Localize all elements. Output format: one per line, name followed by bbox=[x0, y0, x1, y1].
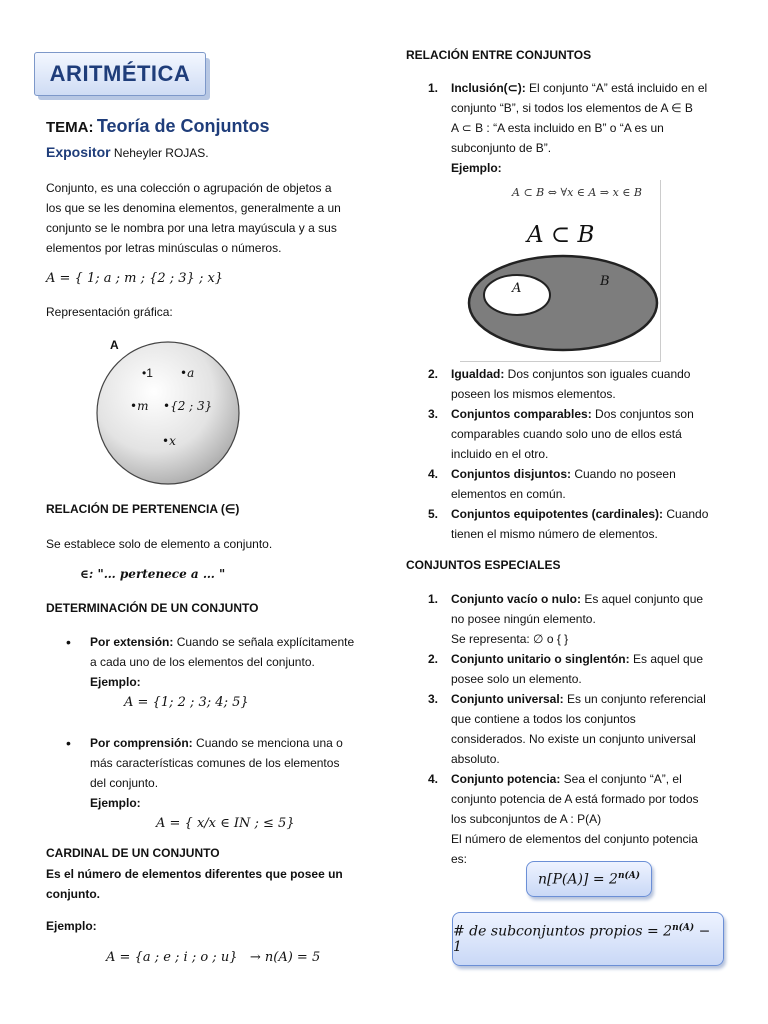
item-text: incluido en el otro. bbox=[451, 447, 549, 461]
item-text: Dos conjuntos son bbox=[591, 407, 694, 421]
inclusion-title: A ⊂ B bbox=[527, 222, 595, 248]
list-item bbox=[406, 78, 736, 178]
item-text: Es aquel que bbox=[629, 652, 704, 666]
item-text: Cuando se señala explícitamente bbox=[173, 635, 355, 649]
item-title: Inclusión(⊂): bbox=[451, 81, 526, 95]
intro-line: elementos por letras minúsculas o números. bbox=[46, 241, 282, 255]
expositor-label: Expositor bbox=[46, 144, 111, 160]
especiales-heading: CONJUNTOS ESPECIALES bbox=[406, 558, 561, 572]
list-item bbox=[406, 404, 736, 464]
item-text: posee solo un elemento. bbox=[451, 672, 582, 686]
item-title: Conjunto vacío o nulo: bbox=[451, 592, 581, 606]
item-text: a cada uno de los elementos del conjunto. bbox=[90, 655, 315, 669]
inclusion-formula: A ⊂ B ⇔ ∀x ∈ A ⇒ x ∈ B bbox=[512, 186, 643, 199]
item-text: Cuando se menciona una o bbox=[192, 736, 343, 750]
example-formula: A = {1; 2 ; 3; 4; 5} bbox=[124, 695, 249, 710]
item-text: absoluto. bbox=[451, 752, 500, 766]
item-text: considerados. No existe un conjunto universal bbox=[451, 732, 696, 746]
list-item bbox=[406, 589, 736, 649]
item-text: Cuando bbox=[663, 507, 709, 521]
formula-base: # de subconjuntos propios = 2 bbox=[453, 923, 673, 940]
item-title: Igualdad: bbox=[451, 367, 505, 381]
cardinal-example: A = {a ; e ; i ; o ; u} → n(A) = 5 bbox=[106, 950, 321, 965]
cardinal-line: conjunto. bbox=[46, 887, 100, 901]
item-text: Se representa: ∅ o { } bbox=[451, 632, 569, 646]
item-text: subconjunto de B”. bbox=[451, 141, 552, 155]
element-a: •a bbox=[180, 366, 195, 380]
item-text: El conjunto “A” está incluido en el bbox=[525, 81, 708, 95]
intro-line: conjunto se le nombra por una letra mayúscula y a sus bbox=[46, 221, 337, 235]
tema-line bbox=[46, 116, 270, 137]
list-item bbox=[46, 733, 376, 834]
formula-exponent: n(A) bbox=[672, 922, 695, 933]
intro-line: Conjunto, es una colección o agrupación de objetos a bbox=[46, 181, 332, 195]
item-text: Es un conjunto referencial bbox=[563, 692, 706, 706]
intro-line: los que se les denomina elementos, generalmente a un bbox=[46, 201, 341, 215]
item-text: El número de elementos del conjunto potencia bbox=[451, 832, 698, 846]
item-text: conjunto potencia de A está formado por todos bbox=[451, 792, 699, 806]
list-item bbox=[46, 632, 376, 713]
item-number: 3. bbox=[428, 692, 439, 706]
relacion-heading: RELACIÓN ENTRE CONJUNTOS bbox=[406, 48, 592, 62]
expositor-line bbox=[46, 144, 209, 160]
item-text: más características comunes de los elementos bbox=[90, 756, 340, 770]
item-text: comparables cuando solo uno de ellos está bbox=[451, 427, 682, 441]
item-title: Conjuntos comparables: bbox=[451, 407, 592, 421]
graphic-label: Representación gráfica: bbox=[46, 305, 173, 319]
item-text: es: bbox=[451, 852, 468, 866]
list-item bbox=[406, 769, 736, 869]
pertenencia-heading: RELACIÓN DE PERTENENCIA (∈) bbox=[46, 502, 240, 516]
tema-label: TEMA: bbox=[46, 119, 94, 136]
item-text: Sea el conjunto “A”, el bbox=[560, 772, 682, 786]
determinacion-heading: DETERMINACIÓN DE UN CONJUNTO bbox=[46, 601, 259, 615]
example-set: A = { 1; a ; m ; {2 ; 3} ; x} bbox=[46, 271, 224, 286]
item-title: Conjunto universal: bbox=[451, 692, 564, 706]
relacion-list bbox=[406, 364, 736, 544]
item-title: Por comprensión: bbox=[90, 736, 193, 750]
item-number: 4. bbox=[428, 467, 439, 481]
item-text: A ⊂ B : “A esta incluido en B” o “A es un bbox=[451, 121, 664, 135]
item-text: poseen los mismos elementos. bbox=[451, 387, 616, 401]
item-text: Es aquel conjunto que bbox=[580, 592, 704, 606]
item-text: del conjunto. bbox=[90, 776, 159, 790]
pertenencia-text: Se establece solo de elemento a conjunto. bbox=[46, 537, 273, 551]
venn-diagram bbox=[466, 253, 661, 357]
element-x: •x bbox=[162, 434, 176, 448]
set-diagram bbox=[90, 340, 250, 490]
subconjuntos-formula bbox=[453, 923, 723, 956]
list-item bbox=[406, 504, 736, 544]
potencia-formula-box bbox=[526, 861, 652, 897]
list-item bbox=[406, 689, 736, 769]
set-label: A bbox=[110, 338, 119, 352]
cardinal-heading: CARDINAL DE UN CONJUNTO bbox=[46, 846, 220, 860]
cardinal-text bbox=[46, 864, 343, 904]
element-2-3: •{2 ; 3} bbox=[163, 399, 213, 413]
title-banner bbox=[34, 52, 210, 100]
subconjuntos-formula-box bbox=[452, 912, 724, 966]
item-title: Conjunto potencia: bbox=[451, 772, 561, 786]
cardinal-example-label: Ejemplo: bbox=[46, 919, 97, 933]
banner-title: ARITMÉTICA bbox=[49, 61, 191, 86]
formula-base: n[P(A)] = 2 bbox=[538, 871, 618, 888]
item-number: 1. bbox=[428, 592, 439, 606]
intro-paragraph bbox=[46, 178, 376, 258]
item-title: Por extensión: bbox=[90, 635, 174, 649]
especiales-list bbox=[406, 589, 736, 869]
example-formula: A = { x/x ∈ IN ; ≤ 5} bbox=[156, 816, 295, 831]
pertenencia-formula: ∈: "… pertenece a … " bbox=[80, 567, 226, 581]
venn-label-a: A bbox=[512, 281, 522, 296]
item-text: elementos en común. bbox=[451, 487, 566, 501]
potencia-formula bbox=[538, 871, 640, 888]
item-title: Conjunto unitario o singlentón: bbox=[451, 652, 630, 666]
item-number: 2. bbox=[428, 652, 439, 666]
list-item bbox=[406, 464, 736, 504]
item-text: no posee ningún elemento. bbox=[451, 612, 596, 626]
tema-title: Teoría de Conjuntos bbox=[96, 116, 270, 136]
cardinal-line: Es el número de elementos diferentes que posee un bbox=[46, 867, 343, 881]
item-text: los subconjuntos de A : P(A) bbox=[451, 812, 602, 826]
item-text: Cuando no poseen bbox=[570, 467, 676, 481]
item-number: 2. bbox=[428, 367, 439, 381]
formula-exponent: n(A) bbox=[617, 870, 640, 881]
expositor-name: Neheyler ROJAS. bbox=[113, 146, 209, 160]
venn-label-b: B bbox=[600, 274, 610, 289]
item-number: 1. bbox=[428, 81, 439, 95]
item-number: 4. bbox=[428, 772, 439, 786]
item-text: que contiene a todos los conjuntos bbox=[451, 712, 636, 726]
formula-tail: − 1 bbox=[453, 923, 711, 956]
item-number: 5. bbox=[428, 507, 439, 521]
item-title: Conjuntos disjuntos: bbox=[451, 467, 571, 481]
item-title: Conjuntos equipotentes (cardinales): bbox=[451, 507, 664, 521]
example-label: Ejemplo: bbox=[90, 675, 141, 689]
item-text: tienen el mismo número de elementos. bbox=[451, 527, 658, 541]
element-1: •1 bbox=[142, 366, 153, 380]
item-number: 3. bbox=[428, 407, 439, 421]
item-text: Dos conjuntos son iguales cuando bbox=[504, 367, 691, 381]
example-label: Ejemplo: bbox=[90, 796, 141, 810]
element-m: •m bbox=[130, 399, 149, 413]
item-text: conjunto “B”, si todos los elementos de A ∈ B bbox=[451, 101, 693, 115]
example-label: Ejemplo: bbox=[451, 161, 502, 175]
list-item bbox=[406, 364, 736, 404]
inclusion-item bbox=[406, 78, 736, 178]
list-item bbox=[406, 649, 736, 689]
determinacion-list bbox=[46, 632, 376, 834]
